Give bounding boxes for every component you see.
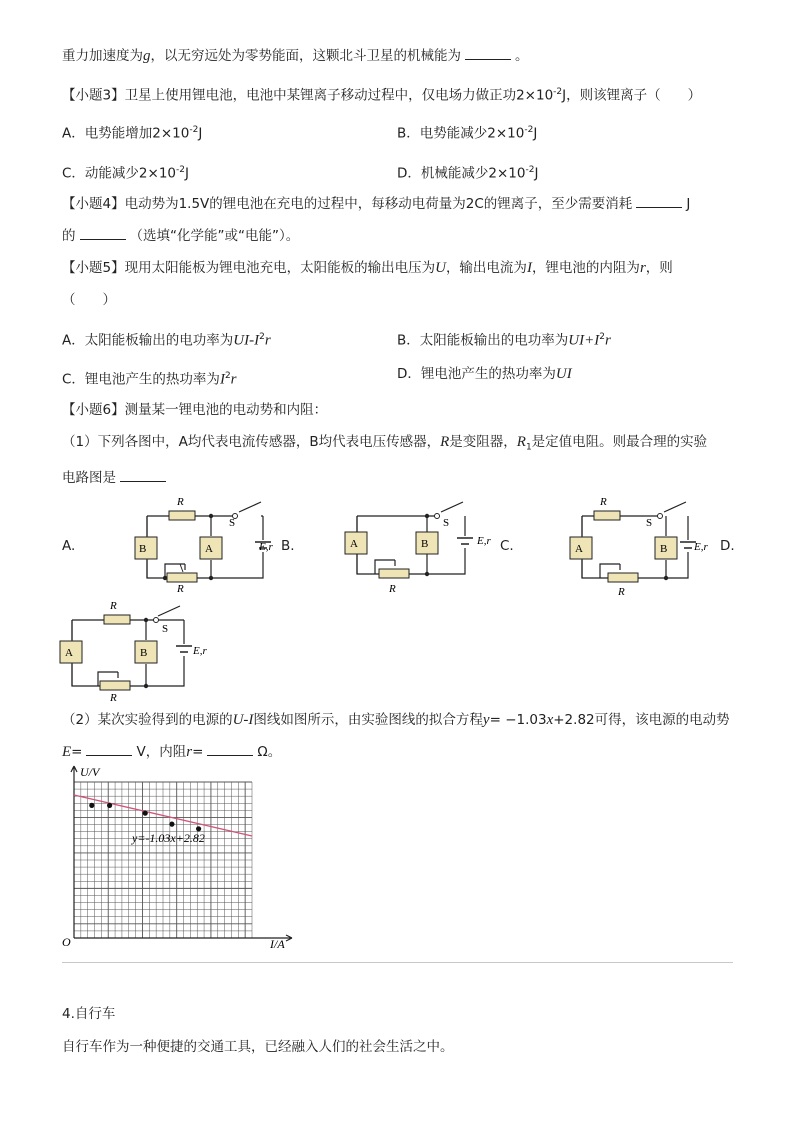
- resistor-label: R: [600, 496, 607, 508]
- answer-blank: [80, 227, 126, 240]
- circuit-diagram-a: [125, 490, 285, 599]
- meter-a-label: A: [65, 647, 73, 659]
- data-point: [107, 803, 112, 808]
- rheostat-label: R: [110, 692, 117, 704]
- emf-label: E,r: [259, 541, 273, 553]
- data-point: [169, 822, 174, 827]
- u-i-graph: [60, 762, 310, 956]
- question-4-stem: 【小题4】电动势为1.5V的锂电池在充电的过程中，每移动电荷量为2C的锂离子，至少需要消耗 J: [62, 196, 691, 212]
- question-3-stem: 【小题3】卫星上使用锂电池，电池中某锂离子移动过程中，仅电场力做正功$2\times 10^{-2}J$，则该锂离子（ ）: [62, 87, 702, 104]
- switch-label: S: [443, 517, 450, 529]
- meter-a-label: A: [205, 543, 213, 555]
- fit-equation-label: y=-1.03x+2.82: [132, 831, 205, 845]
- meter-a-label: A: [350, 538, 358, 550]
- question-4-line2: 的 （选填“化学能”或“电能”）。: [62, 228, 300, 244]
- resistor-label: R: [110, 600, 117, 612]
- data-point: [196, 826, 201, 831]
- answer-blank: [207, 743, 253, 756]
- circuit-option-label-a: A.: [62, 538, 76, 554]
- meter-b-label: B: [140, 647, 148, 659]
- option-3D: D．机械能减少$2\times 10^{-2}J$: [397, 165, 539, 182]
- text-line-mechanical-energy: 重力加速度为g，以无穷远处为零势能面，这颗北斗卫星的机械能为 。: [62, 48, 529, 64]
- circuit-option-label-c: C.: [500, 538, 514, 554]
- answer-blank: [86, 743, 132, 756]
- question-6-part2: （2）某次实验得到的电源的U-I图线如图所示，由实验图线的拟合方程y= −1.03x+2.82可得，该电源的电动势: [62, 712, 730, 728]
- meter-b-label: B: [421, 538, 429, 550]
- question-5-stem: 【小题5】现用太阳能板为锂电池充电，太阳能板的输出电压为U，输出电流为I，锂电池的内阻为r，则: [62, 260, 673, 276]
- option-3B: B．电势能减少$2\times 10^{-2}J$: [397, 125, 538, 142]
- question-6-part1: （1）下列各图中，A均代表电流传感器，B均代表电压传感器，R是变阻器，$R_1$是定值电阻。则最合理的实验: [62, 434, 708, 453]
- circuit-option-label-b: B.: [281, 538, 295, 554]
- origin-label: O: [62, 935, 71, 949]
- resistor-label: R: [177, 496, 184, 508]
- switch-label: S: [646, 517, 653, 529]
- data-point: [89, 803, 94, 808]
- y-axis-label: U/V: [80, 765, 100, 779]
- data-point: [143, 811, 148, 816]
- option-3C: C．动能减少$2\times 10^{-2}J$: [62, 165, 189, 182]
- emf-label: E,r: [477, 535, 491, 547]
- graph-axes: [71, 766, 292, 941]
- section-4-body: 自行车作为一种便捷的交通工具，已经融入人们的社会生活之中。: [62, 1039, 454, 1055]
- graph-grid: [71, 766, 292, 941]
- circuit-diagram-b: [335, 496, 495, 600]
- rheostat-label: R: [389, 583, 396, 595]
- circuit-diagram-d: [50, 594, 210, 706]
- rheostat-label: R: [177, 583, 184, 595]
- option-3A: A．电势能增加$2\times 10^{-2}J$: [62, 125, 203, 142]
- answer-blank: [636, 195, 682, 208]
- meter-b-label: B: [660, 543, 668, 555]
- circuit-option-label-d: D.: [720, 538, 735, 554]
- meter-a-label: A: [575, 543, 583, 555]
- option-5D: D．锂电池产生的热功率为UI: [397, 366, 572, 382]
- answer-blank: [465, 47, 511, 60]
- option-5A: A．太阳能板输出的电功率为$UI-I^2r$: [62, 332, 271, 349]
- x-axis-label: I/A: [270, 937, 285, 951]
- question-6-part2-line2: E= V，内阻r= Ω。: [62, 744, 282, 760]
- question-5-bracket: （ ）: [62, 292, 116, 308]
- answer-blank: [120, 469, 166, 482]
- meter-b-label: B: [139, 543, 147, 555]
- emf-label: E,r: [193, 645, 207, 657]
- switch-label: S: [229, 517, 236, 529]
- circuit-diagram-c: [560, 490, 720, 599]
- question-6-part1-line2: 电路图是: [62, 468, 170, 488]
- rheostat-label: R: [618, 586, 625, 598]
- option-5B: B．太阳能板输出的电功率为$UI+I^2r$: [397, 332, 611, 349]
- option-5C: C．锂电池产生的热功率为$I^2r$: [62, 371, 237, 388]
- section-4-title: 4.自行车: [62, 1006, 116, 1022]
- switch-label: S: [162, 623, 169, 635]
- question-6-stem: 【小题6】测量某一锂电池的电动势和内阻：: [62, 402, 328, 418]
- emf-label: E,r: [694, 541, 708, 553]
- section-divider: [62, 962, 733, 963]
